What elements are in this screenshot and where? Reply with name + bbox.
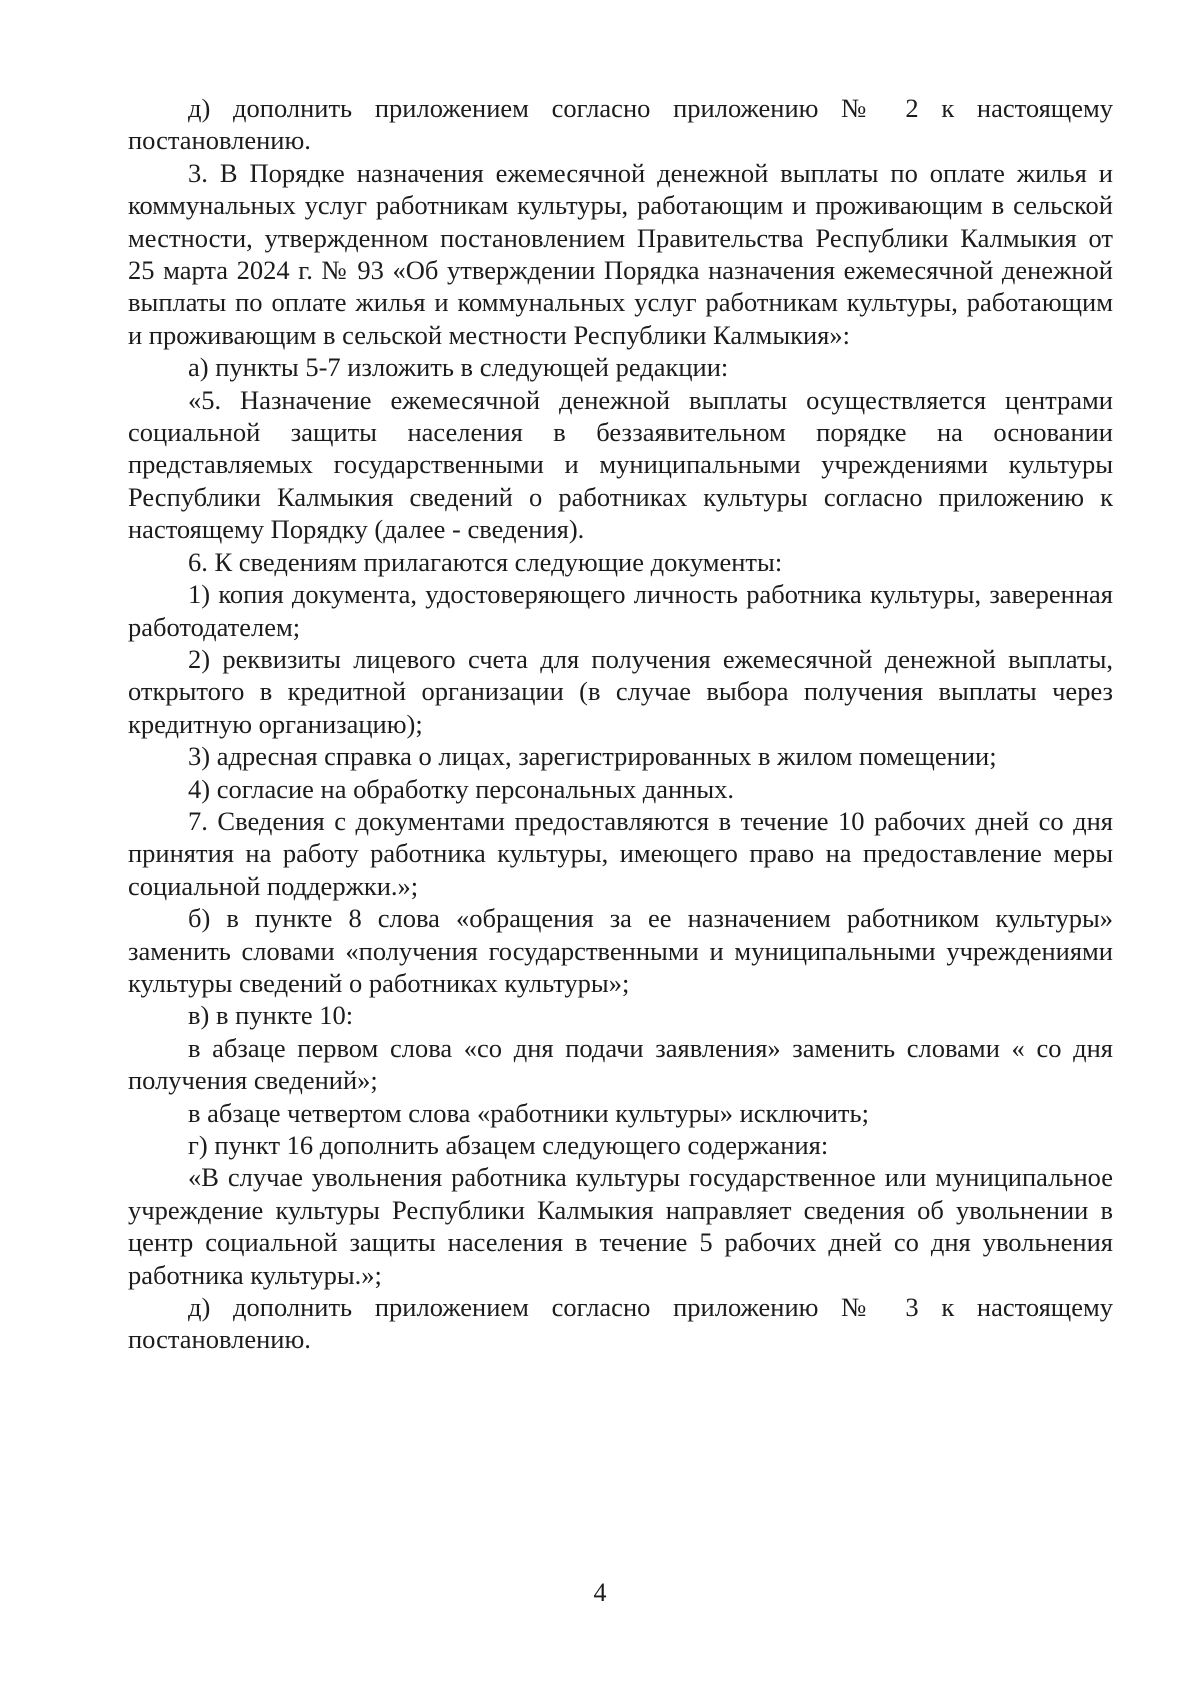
paragraph-sub-v-first: в абзаце первом слова «со дня подачи заявления» заменить словами « со дня получения сведений»; — [128, 1032, 1113, 1096]
document-body — [128, 92, 1113, 1356]
paragraph-sub-v: в) в пункте 10: — [188, 1000, 354, 1031]
paragraph-clause-7: 7. Сведения с документами предоставляются в течение 10 рабочих дней со дня принятия на работу работника культуры, имеющего право на предоставление меры социальной поддержки.»; — [128, 805, 1113, 901]
paragraph-sub-b: б) в пункте 8 слова «обращения за ее назначением работником культуры» заменить словами «получения государственными и муниципальными учреждениями культуры сведений о работниках культуры»; — [128, 903, 1113, 998]
paragraph-clause-6-item-2: 2) реквизиты лицевого счета для получения ежемесячной денежной выплаты, открытого в кредитной организации (в случае выбора получения выплаты через кредитную организацию); — [128, 643, 1113, 739]
paragraph-clause-5: «5. Назначение ежемесячной денежной выплаты осуществляется центрами социальной защиты населения в беззаявительном порядке на основании представляемых государственными и муниципальными учреждениями культуры Республики Калмыкия сведений о работниках культуры согласно приложению к настоящему Порядку (далее - сведения). — [128, 384, 1113, 545]
paragraph-item-3-intro: 3. В Порядке назначения ежемесячной денежной выплаты по оплате жилья и коммунальных услуг работникам культуры, работающим и проживающим в сельской местности, утвержденном постановлением Правительства Республики Калмыкия от 25 марта 2024 г. № 93 «Об утверждении Порядка назначения ежемесячной денежной выплаты по оплате жилья и коммунальных услуг работникам культуры, работающим и проживающим в сельской местности Республики Калмыкия»: — [128, 157, 1113, 350]
paragraph-clause-6: 6. К сведениям прилагаются следующие документы: — [188, 546, 783, 577]
page-number: 4 — [593, 1578, 607, 1607]
paragraph-sub-a: а) пункты 5-7 изложить в следующей редакции: — [188, 352, 729, 383]
paragraph-clause-6-item-4: 4) согласие на обработку персональных данных. — [188, 773, 735, 804]
paragraph-clause-6-item-1: 1) копия документа, удостоверяющего личность работника культуры, заверенная работодателем; — [128, 579, 1113, 642]
paragraph-sub-g-text: «В случае увольнения работника культуры государственное или муниципальное учреждение культуры Республики Калмыкия направляет сведения об увольнении в центр социальной защиты населения в течение 5 рабочих дней со дня увольнения работника культуры.»; — [128, 1162, 1113, 1290]
paragraph-amend-d-appendix-3: д) дополнить приложением согласно приложению № 3 к настоящему постановлению. — [128, 1292, 1113, 1355]
paragraph-sub-v-fourth: в абзаце четвертом слова «работники культуры» исключить; — [188, 1097, 869, 1128]
paragraph-amend-d-appendix-2: д) дополнить приложением согласно приложению № 2 к настоящему постановлению. — [128, 93, 1113, 156]
paragraph-clause-6-item-3: 3) адресная справка о лицах, зарегистрированных в жилом помещении; — [188, 741, 997, 772]
paragraph-sub-g: г) пункт 16 дополнить абзацем следующего содержания: — [188, 1130, 829, 1160]
